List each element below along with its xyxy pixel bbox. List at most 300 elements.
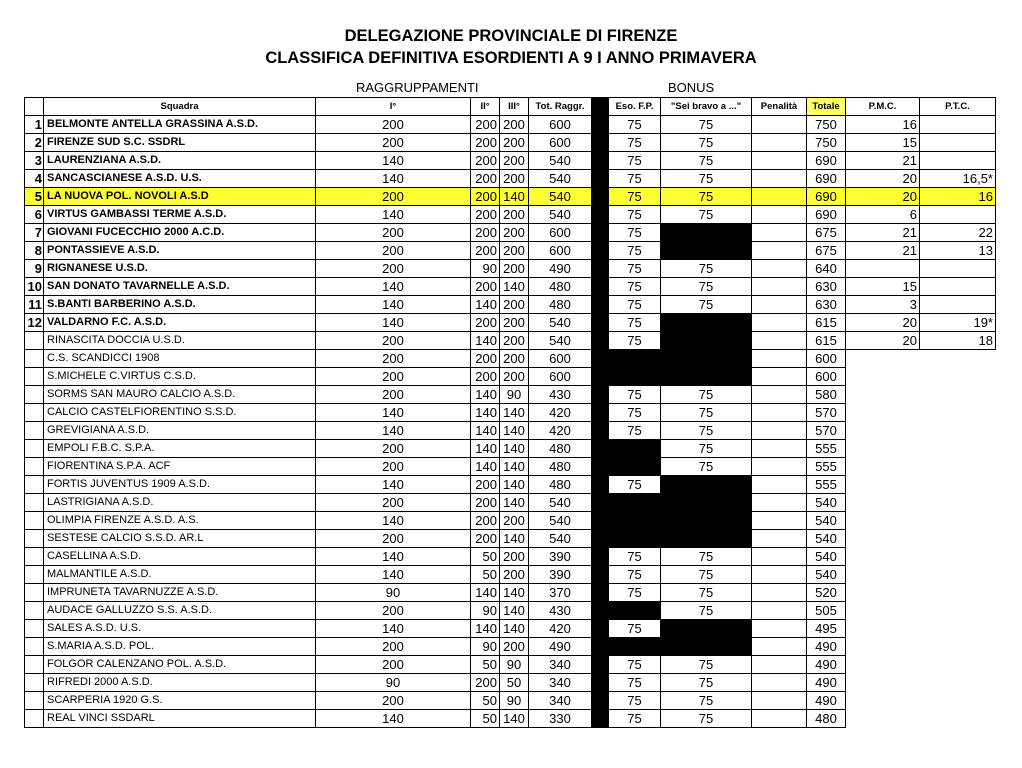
penalita-cell [752,206,807,224]
header-ptc: P.T.C. [920,98,996,116]
position-cell [25,602,44,620]
totale-cell: 540 [807,512,846,530]
position-cell [25,584,44,602]
team-name-cell: FIRENZE SUD S.C. SSDRL [44,134,316,152]
eso-fp-cell: 75 [609,476,661,494]
round-3-cell: 140 [500,458,529,476]
penalita-cell [752,314,807,332]
pmc-cell: 3 [846,296,920,314]
header-eso-fp: Eso. F.P. [609,98,661,116]
ptc-cell: 22 [920,224,996,242]
tot-raggr-cell: 420 [529,422,592,440]
separator-cell [592,386,609,404]
penalita-cell [752,152,807,170]
eso-fp-cell [609,458,661,476]
round-3-cell: 140 [500,188,529,206]
position-cell: 9 [25,260,44,278]
ptc-cell: 16,5* [920,170,996,188]
position-cell: 11 [25,296,44,314]
ptc-cell [920,584,996,602]
penalita-cell [752,710,807,728]
separator-cell [592,548,609,566]
separator-cell [592,692,609,710]
penalita-cell [752,620,807,638]
round-2-cell: 200 [471,368,500,386]
sei-bravo-cell: 75 [661,260,752,278]
eso-fp-cell [609,494,661,512]
round-2-cell: 200 [471,350,500,368]
team-name-cell: S.MICHELE C.VIRTUS C.S.D. [44,368,316,386]
sei-bravo-cell: 75 [661,296,752,314]
round-2-cell: 200 [471,188,500,206]
sei-bravo-cell: 75 [661,206,752,224]
ptc-cell [920,368,996,386]
table-row [25,368,996,386]
standings-table [24,97,996,728]
ptc-cell [920,602,996,620]
separator-cell [592,278,609,296]
round-1-cell: 200 [316,116,471,134]
round-3-cell: 140 [500,584,529,602]
round-2-cell: 200 [471,152,500,170]
penalita-cell [752,512,807,530]
eso-fp-cell: 75 [609,278,661,296]
title-line-2: CLASSIFICA DEFINITIVA ESORDIENTI A 9 I ANNO PRIMAVERA [265,49,757,67]
ptc-cell: 13 [920,242,996,260]
tot-raggr-cell: 490 [529,260,592,278]
position-cell: 4 [25,170,44,188]
sei-bravo-cell: 75 [661,548,752,566]
team-name-cell: GIOVANI FUCECCHIO 2000 A.C.D. [44,224,316,242]
team-name-cell: SESTESE CALCIO S.S.D. AR.L [44,530,316,548]
round-1-cell: 200 [316,386,471,404]
pmc-cell: 21 [846,242,920,260]
round-1-cell: 200 [316,134,471,152]
ptc-cell [920,566,996,584]
round-3-cell: 140 [500,422,529,440]
round-2-cell: 140 [471,332,500,350]
pmc-cell [846,584,920,602]
penalita-cell [752,674,807,692]
team-name-cell: PONTASSIEVE A.S.D. [44,242,316,260]
round-1-cell: 90 [316,584,471,602]
sei-bravo-cell [661,350,752,368]
position-cell [25,368,44,386]
sei-bravo-cell: 75 [661,404,752,422]
round-1-cell: 140 [316,566,471,584]
sei-bravo-cell: 75 [661,188,752,206]
separator-cell [592,656,609,674]
totale-cell: 540 [807,530,846,548]
round-1-cell: 200 [316,350,471,368]
team-name-cell: CASELLINA A.S.D. [44,548,316,566]
penalita-cell [752,116,807,134]
pmc-cell [846,386,920,404]
totale-cell: 540 [807,494,846,512]
table-row [25,692,996,710]
round-2-cell: 50 [471,566,500,584]
round-1-cell: 200 [316,332,471,350]
round-1-cell: 140 [316,476,471,494]
separator-cell [592,440,609,458]
sei-bravo-cell [661,476,752,494]
penalita-cell [752,332,807,350]
team-name-cell: SANCASCIANESE A.S.D. U.S. [44,170,316,188]
tot-raggr-cell: 600 [529,134,592,152]
round-1-cell: 140 [316,278,471,296]
penalita-cell [752,548,807,566]
eso-fp-cell: 75 [609,674,661,692]
ptc-cell [920,152,996,170]
totale-cell: 600 [807,350,846,368]
totale-cell: 690 [807,188,846,206]
position-cell [25,404,44,422]
team-name-cell: REAL VINCI SSDARL [44,710,316,728]
tot-raggr-cell: 420 [529,404,592,422]
round-3-cell: 200 [500,134,529,152]
penalita-cell [752,188,807,206]
round-3-cell: 200 [500,350,529,368]
team-name-cell: CALCIO CASTELFIORENTINO S.S.D. [44,404,316,422]
round-3-cell: 140 [500,404,529,422]
round-2-cell: 200 [471,494,500,512]
round-1-cell: 140 [316,152,471,170]
sei-bravo-cell [661,332,752,350]
ptc-cell [920,638,996,656]
ptc-cell [920,494,996,512]
separator-cell [592,476,609,494]
round-2-cell: 200 [471,476,500,494]
sei-bravo-cell [661,620,752,638]
table-header-row [25,98,996,116]
pmc-cell [846,440,920,458]
totale-cell: 490 [807,674,846,692]
totale-cell: 690 [807,170,846,188]
penalita-cell [752,458,807,476]
round-1-cell: 140 [316,404,471,422]
round-2-cell: 140 [471,440,500,458]
eso-fp-cell: 75 [609,566,661,584]
totale-cell: 480 [807,710,846,728]
round-2-cell: 200 [471,242,500,260]
tot-raggr-cell: 600 [529,224,592,242]
separator-cell [592,566,609,584]
tot-raggr-cell: 540 [529,170,592,188]
table-row [25,710,996,728]
table-row [25,152,996,170]
sei-bravo-cell [661,368,752,386]
tot-raggr-cell: 330 [529,710,592,728]
round-1-cell: 140 [316,548,471,566]
penalita-cell [752,242,807,260]
round-2-cell: 90 [471,638,500,656]
round-2-cell: 200 [471,170,500,188]
round-1-cell: 200 [316,224,471,242]
pmc-cell [846,566,920,584]
totale-cell: 675 [807,224,846,242]
tot-raggr-cell: 540 [529,530,592,548]
header-round-1: I° [316,98,471,116]
position-cell [25,548,44,566]
table-row [25,260,996,278]
eso-fp-cell [609,602,661,620]
position-cell [25,620,44,638]
round-1-cell: 200 [316,638,471,656]
round-3-cell: 200 [500,566,529,584]
totale-cell: 750 [807,116,846,134]
penalita-cell [752,530,807,548]
eso-fp-cell [609,512,661,530]
round-2-cell: 200 [471,224,500,242]
penalita-cell [752,296,807,314]
table-row [25,530,996,548]
round-1-cell: 200 [316,656,471,674]
tot-raggr-cell: 340 [529,656,592,674]
totale-cell: 540 [807,566,846,584]
position-cell: 12 [25,314,44,332]
eso-fp-cell: 75 [609,260,661,278]
team-name-cell: SAN DONATO TAVARNELLE A.S.D. [44,278,316,296]
separator-cell [592,620,609,638]
separator-cell [592,602,609,620]
position-cell [25,458,44,476]
position-cell: 8 [25,242,44,260]
penalita-cell [752,368,807,386]
separator-cell [592,584,609,602]
round-3-cell: 200 [500,242,529,260]
sei-bravo-cell [661,638,752,656]
separator-cell [592,170,609,188]
round-3-cell: 200 [500,368,529,386]
separator-cell [592,296,609,314]
eso-fp-cell: 75 [609,152,661,170]
table-row [25,296,996,314]
round-3-cell: 200 [500,296,529,314]
eso-fp-cell [609,350,661,368]
totale-cell: 555 [807,458,846,476]
eso-fp-cell: 75 [609,620,661,638]
tot-raggr-cell: 480 [529,440,592,458]
team-name-cell: VIRTUS GAMBASSI TERME A.S.D. [44,206,316,224]
header-penalita: Penalità [752,98,807,116]
pmc-cell: 20 [846,170,920,188]
eso-fp-cell: 75 [609,386,661,404]
totale-cell: 640 [807,260,846,278]
separator-cell [592,422,609,440]
position-cell [25,332,44,350]
table-row [25,332,996,350]
table-row [25,566,996,584]
position-cell: 3 [25,152,44,170]
sei-bravo-cell: 75 [661,170,752,188]
title-line-1: DELEGAZIONE PROVINCIALE DI FIRENZE [344,27,678,45]
table-row [25,656,996,674]
round-2-cell: 140 [471,404,500,422]
totale-cell: 580 [807,386,846,404]
sei-bravo-cell: 75 [661,278,752,296]
sei-bravo-cell [661,242,752,260]
round-3-cell: 140 [500,476,529,494]
round-3-cell: 200 [500,260,529,278]
table-body [25,116,996,728]
penalita-cell [752,134,807,152]
ptc-cell [920,404,996,422]
sei-bravo-cell: 75 [661,116,752,134]
ptc-cell [920,710,996,728]
pmc-cell [846,674,920,692]
team-name-cell: IMPRUNETA TAVARNUZZE A.S.D. [44,584,316,602]
round-2-cell: 200 [471,314,500,332]
sei-bravo-cell: 75 [661,674,752,692]
sei-bravo-cell: 75 [661,566,752,584]
ptc-cell [920,134,996,152]
round-1-cell: 140 [316,170,471,188]
tot-raggr-cell: 480 [529,476,592,494]
round-2-cell: 140 [471,584,500,602]
group-label-bonus: BONUS [668,80,715,95]
pmc-cell [846,260,920,278]
round-2-cell: 200 [471,278,500,296]
round-3-cell: 140 [500,620,529,638]
position-cell [25,422,44,440]
position-cell: 1 [25,116,44,134]
totale-cell: 490 [807,692,846,710]
round-3-cell: 140 [500,494,529,512]
table-row [25,350,996,368]
table-row [25,548,996,566]
position-cell [25,710,44,728]
penalita-cell [752,494,807,512]
header-pos [25,98,44,116]
round-3-cell: 200 [500,512,529,530]
position-cell [25,476,44,494]
tot-raggr-cell: 420 [529,620,592,638]
penalita-cell [752,422,807,440]
table-row [25,440,996,458]
round-1-cell: 200 [316,602,471,620]
pmc-cell: 15 [846,134,920,152]
team-name-cell: RIGNANESE U.S.D. [44,260,316,278]
table-row [25,602,996,620]
round-1-cell: 200 [316,242,471,260]
eso-fp-cell: 75 [609,242,661,260]
team-name-cell: RIFREDI 2000 A.S.D. [44,674,316,692]
penalita-cell [752,278,807,296]
sei-bravo-cell: 75 [661,422,752,440]
totale-cell: 540 [807,548,846,566]
team-name-cell: VALDARNO F.C. A.S.D. [44,314,316,332]
table-row [25,512,996,530]
pmc-cell [846,638,920,656]
eso-fp-cell: 75 [609,422,661,440]
sei-bravo-cell: 75 [661,692,752,710]
team-name-cell: SORMS SAN MAURO CALCIO A.S.D. [44,386,316,404]
team-name-cell: BELMONTE ANTELLA GRASSINA A.S.D. [44,116,316,134]
tot-raggr-cell: 490 [529,638,592,656]
eso-fp-cell: 75 [609,692,661,710]
pmc-cell: 21 [846,152,920,170]
round-1-cell: 140 [316,422,471,440]
totale-cell: 690 [807,152,846,170]
round-3-cell: 50 [500,674,529,692]
round-2-cell: 140 [471,620,500,638]
team-name-cell: C.S. SCANDICCI 1908 [44,350,316,368]
header-round-3: III° [500,98,529,116]
table-row [25,638,996,656]
table-row [25,206,996,224]
round-2-cell: 140 [471,422,500,440]
round-1-cell: 200 [316,530,471,548]
penalita-cell [752,476,807,494]
separator-cell [592,404,609,422]
totale-cell: 570 [807,404,846,422]
round-1-cell: 200 [316,368,471,386]
sei-bravo-cell: 75 [661,386,752,404]
round-2-cell: 90 [471,260,500,278]
team-name-cell: AUDACE GALLUZZO S.S. A.S.D. [44,602,316,620]
tot-raggr-cell: 390 [529,548,592,566]
table-row [25,404,996,422]
team-name-cell: MALMANTILE A.S.D. [44,566,316,584]
pmc-cell [846,620,920,638]
tot-raggr-cell: 540 [529,206,592,224]
eso-fp-cell [609,638,661,656]
round-3-cell: 90 [500,386,529,404]
round-3-cell: 90 [500,656,529,674]
tot-raggr-cell: 540 [529,314,592,332]
tot-raggr-cell: 480 [529,458,592,476]
ptc-cell [920,476,996,494]
tot-raggr-cell: 600 [529,116,592,134]
separator-cell [592,674,609,692]
pmc-cell [846,710,920,728]
ptc-cell [920,422,996,440]
separator-cell [592,494,609,512]
round-2-cell: 50 [471,692,500,710]
round-3-cell: 200 [500,116,529,134]
round-3-cell: 200 [500,548,529,566]
separator-cell [592,458,609,476]
eso-fp-cell: 75 [609,170,661,188]
totale-cell: 615 [807,332,846,350]
tot-raggr-cell: 390 [529,566,592,584]
tot-raggr-cell: 370 [529,584,592,602]
header-round-2: II° [471,98,500,116]
separator-cell [592,710,609,728]
totale-cell: 690 [807,206,846,224]
round-3-cell: 200 [500,206,529,224]
team-name-cell: LAURENZIANA A.S.D. [44,152,316,170]
round-2-cell: 140 [471,386,500,404]
pmc-cell: 20 [846,188,920,206]
sei-bravo-cell: 75 [661,602,752,620]
tot-raggr-cell: 540 [529,494,592,512]
round-1-cell: 200 [316,494,471,512]
tot-raggr-cell: 600 [529,350,592,368]
ptc-cell: 16 [920,188,996,206]
separator-cell [592,188,609,206]
totale-cell: 490 [807,656,846,674]
team-name-cell: FIORENTINA S.P.A. ACF [44,458,316,476]
pmc-cell: 15 [846,278,920,296]
penalita-cell [752,350,807,368]
totale-cell: 520 [807,584,846,602]
round-1-cell: 140 [316,620,471,638]
position-cell [25,494,44,512]
penalita-cell [752,404,807,422]
ptc-cell [920,440,996,458]
round-1-cell: 140 [316,206,471,224]
